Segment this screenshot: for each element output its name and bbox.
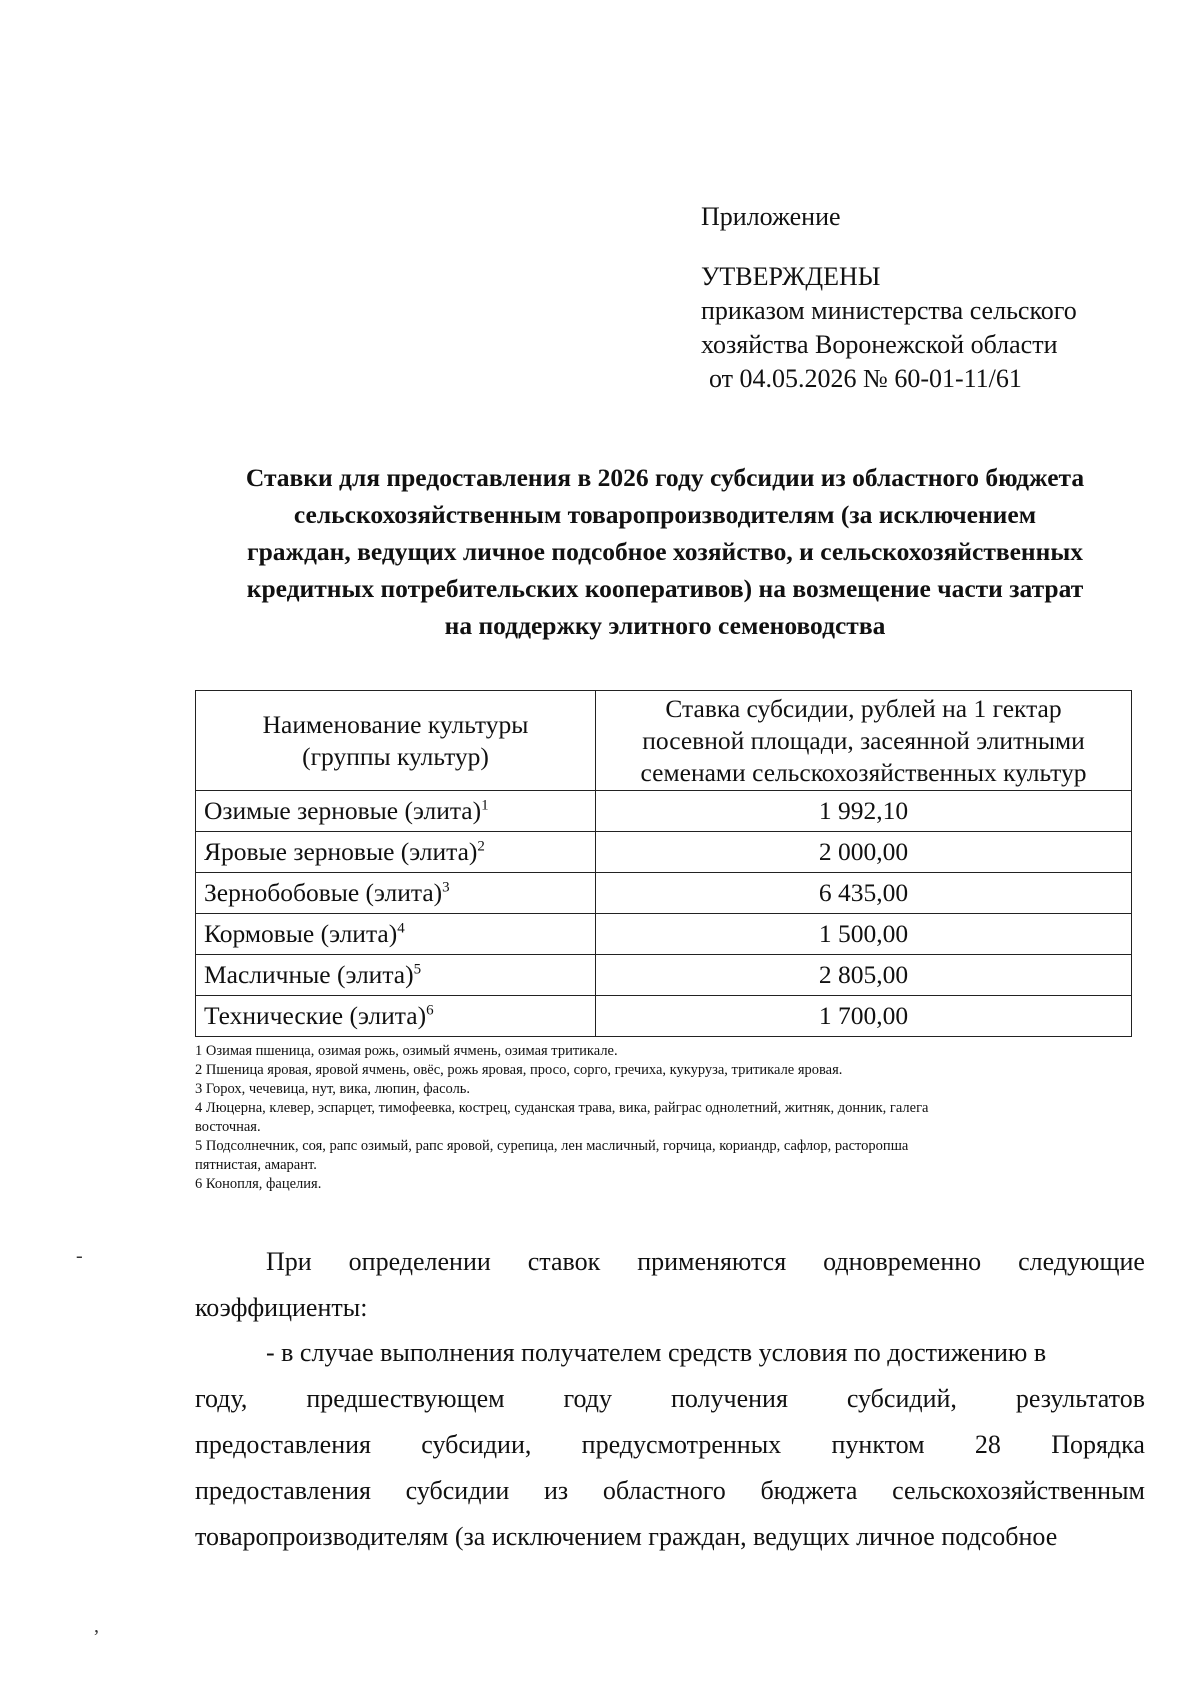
approval-line: хозяйства Воронежской области <box>701 330 1058 359</box>
paragraph-line: При определении ставок применяются одновременно следующие <box>266 1247 1145 1276</box>
footnote: 5 Подсолнечник, соя, рапс озимый, рапс яровой, сурепица, лен масличный, горчица, кориандр, сафлор, расторопша <box>195 1138 909 1154</box>
rate-column-header: Ставка субсидии, рублей на 1 гектар посевной площади, засеянной элитными семенами сельскохозяйственных культур <box>596 691 1132 791</box>
footnote: 6 Конопля, фацелия. <box>195 1176 322 1192</box>
table-row <box>196 873 1132 914</box>
footnote-ref: 4 <box>397 920 405 937</box>
culture-name: Масличные (элита)$^5$ <box>196 955 596 996</box>
approved-label: УТВЕРЖДЕНЫ <box>701 262 881 291</box>
paragraph-line: году, предшествующем году получения субсидий, результатов <box>195 1384 1145 1413</box>
footnote: восточная. <box>195 1119 261 1135</box>
footnote: 1 Озимая пшеница, озимая рожь, озимый ячмень, озимая тритикале. <box>195 1043 618 1059</box>
title-line: кредитных потребительских кооперативов) на возмещение части затрат <box>246 574 1084 603</box>
culture-name: Технические (элита)$^6$ <box>196 996 596 1037</box>
scan-mark: - <box>76 1245 83 1267</box>
culture-name: Кормовые (элита)$^4$ <box>196 914 596 955</box>
table-row <box>196 791 1132 832</box>
approval-line: приказом министерства сельского <box>701 296 1077 325</box>
appendix-label: Приложение <box>701 202 841 231</box>
footnote: 4 Люцерна, клевер, эспарцет, тимофеевка, кострец, суданская трава, вика, райграс однолетний, житняк, донник, галега <box>195 1100 929 1116</box>
rates-table <box>195 690 1132 1037</box>
culture-name: Яровые зерновые (элита)$^2$ <box>196 832 596 873</box>
footnote: 3 Горох, чечевица, нут, вика, люпин, фасоль. <box>195 1081 471 1097</box>
table-row <box>196 996 1132 1037</box>
footnote-ref: 5 <box>413 961 422 978</box>
title-line: на поддержку элитного семеноводства <box>444 611 886 640</box>
title-line: Ставки для предоставления в 2026 году субсидии из областного бюджета <box>245 463 1085 492</box>
table-row <box>196 955 1132 996</box>
rate-value: 6 435,00 <box>596 873 1132 914</box>
paragraph-line: товаропроизводителям (за исключением граждан, ведущих личное подсобное <box>195 1522 1058 1551</box>
rate-value: 1 500,00 <box>596 914 1132 955</box>
footnote-ref: 2 <box>477 838 485 855</box>
table-row <box>196 832 1132 873</box>
approval-block <box>701 200 1077 396</box>
scan-mark: , <box>94 1615 99 1637</box>
paragraph-line: предоставления субсидии, предусмотренных пунктом 28 Порядка <box>195 1430 1145 1459</box>
paragraph-line: предоставления субсидии из областного бюджета сельскохозяйственным <box>195 1476 1145 1505</box>
footnote: 2 Пшеница яровая, яровой ячмень, овёс, рожь яровая, просо, сорго, гречиха, кукуруза, тритикале яровая. <box>195 1062 843 1078</box>
culture-name: Зернобобовые (элита)$^3$ <box>196 873 596 914</box>
culture-name: Озимые зерновые (элита)$^1$ <box>196 791 596 832</box>
footnote-ref: 1 <box>481 797 489 814</box>
culture-column-header: Наименование культуры (группы культур) <box>196 691 596 791</box>
rate-value: 1 700,00 <box>596 996 1132 1037</box>
rate-value: 2 000,00 <box>596 832 1132 873</box>
paragraph-line: коэффициенты: <box>195 1293 368 1322</box>
table-row <box>196 914 1132 955</box>
order-number: от 04.05.2026 № 60-01-11/61 <box>709 364 1022 393</box>
footnote: пятнистая, амарант. <box>195 1157 317 1173</box>
footnote-ref: 3 <box>442 879 450 896</box>
footnotes <box>195 1042 1115 1194</box>
rate-value: 2 805,00 <box>596 955 1132 996</box>
title-line: сельскохозяйственным товаропроизводителям (за исключением <box>293 500 1037 529</box>
table-header-row <box>196 691 1132 791</box>
title-line: граждан, ведущих личное подсобное хозяйство, и сельскохозяйственных <box>247 537 1083 566</box>
document-title <box>170 459 1160 644</box>
rate-value: 1 992,10 <box>596 791 1132 832</box>
footnote-ref: 6 <box>426 1002 434 1019</box>
paragraph-line: - в случае выполнения получателем средств условия по достижению в <box>266 1338 1047 1367</box>
